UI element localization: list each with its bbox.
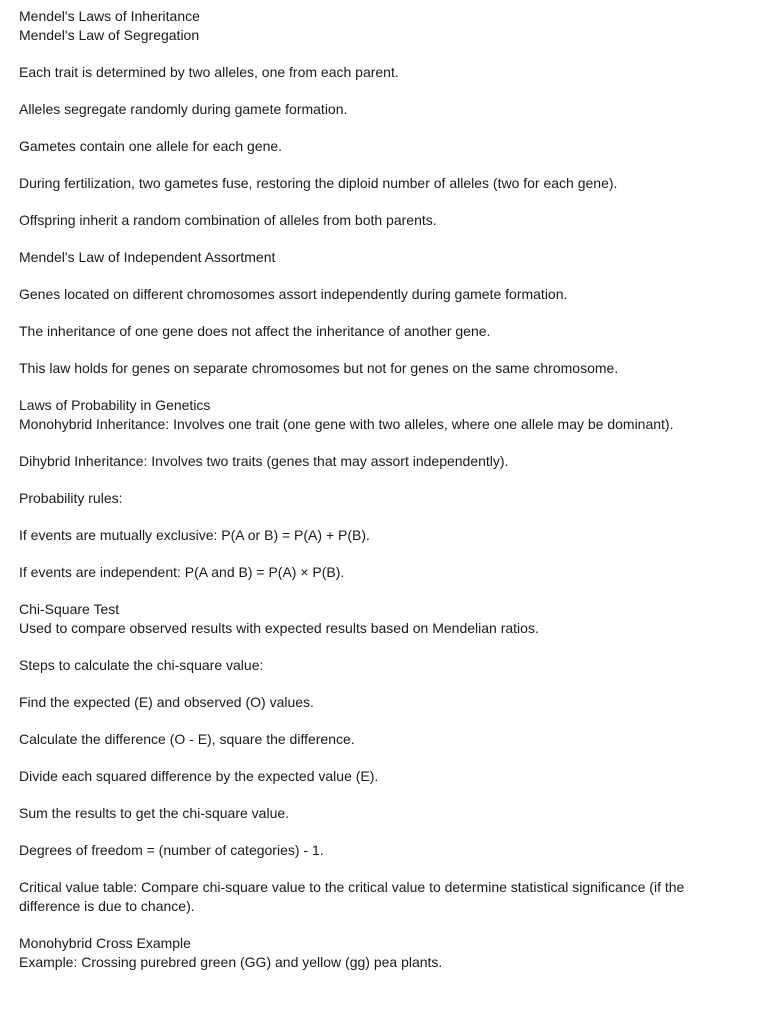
segregation-point: Each trait is determined by two alleles, one from each parent. bbox=[19, 64, 399, 80]
section-heading-chisquare: Chi-Square Test bbox=[19, 601, 120, 617]
document-body bbox=[19, 7, 747, 972]
independent-point: The inheritance of one gene does not affect the inheritance of another gene. bbox=[19, 323, 491, 339]
section-heading-monohybrid: Monohybrid Cross Example bbox=[19, 935, 191, 951]
segregation-point: During fertilization, two gametes fuse, restoring the diploid number of alleles (two for each gene). bbox=[19, 175, 618, 191]
chisquare-point: Steps to calculate the chi-square value: bbox=[19, 657, 264, 673]
segregation-point: Alleles segregate randomly during gamete formation. bbox=[19, 101, 348, 117]
chisquare-point: Degrees of freedom = (number of categories) - 1. bbox=[19, 842, 324, 858]
chisquare-point: Used to compare observed results with expected results based on Mendelian ratios. bbox=[19, 620, 539, 636]
probability-point: Dihybrid Inheritance: Involves two traits (genes that may assort independently). bbox=[19, 453, 509, 469]
chisquare-point: Find the expected (E) and observed (O) values. bbox=[19, 694, 314, 710]
section-heading-probability: Laws of Probability in Genetics bbox=[19, 397, 211, 413]
segregation-point: Offspring inherit a random combination of alleles from both parents. bbox=[19, 212, 437, 228]
document-title: Mendel's Laws of Inheritance bbox=[19, 8, 200, 24]
section-heading-independent: Mendel's Law of Independent Assortment bbox=[19, 249, 276, 265]
probability-point: If events are mutually exclusive: P(A or B) = P(A) + P(B). bbox=[19, 527, 370, 543]
monohybrid-point: Example: Crossing purebred green (GG) and yellow (gg) pea plants. bbox=[19, 954, 443, 970]
section-heading-segregation: Mendel's Law of Segregation bbox=[19, 27, 200, 43]
probability-point: Monohybrid Inheritance: Involves one trait (one gene with two alleles, where one allele may be dominant). bbox=[19, 416, 674, 432]
segregation-point: Gametes contain one allele for each gene. bbox=[19, 138, 283, 154]
probability-point: Probability rules: bbox=[19, 490, 123, 506]
independent-point: This law holds for genes on separate chromosomes but not for genes on the same chromosome. bbox=[19, 360, 619, 376]
chisquare-point: Divide each squared difference by the expected value (E). bbox=[19, 768, 379, 784]
chisquare-point: Sum the results to get the chi-square value. bbox=[19, 805, 290, 821]
chisquare-point: Critical value table: Compare chi-square value to the critical value to determine statistical significance (if the difference is due to chance). bbox=[19, 879, 685, 914]
probability-point: If events are independent: P(A and B) = P(A) × P(B). bbox=[19, 564, 345, 580]
independent-point: Genes located on different chromosomes assort independently during gamete formation. bbox=[19, 286, 568, 302]
chisquare-point: Calculate the difference (O - E), square the difference. bbox=[19, 731, 355, 747]
